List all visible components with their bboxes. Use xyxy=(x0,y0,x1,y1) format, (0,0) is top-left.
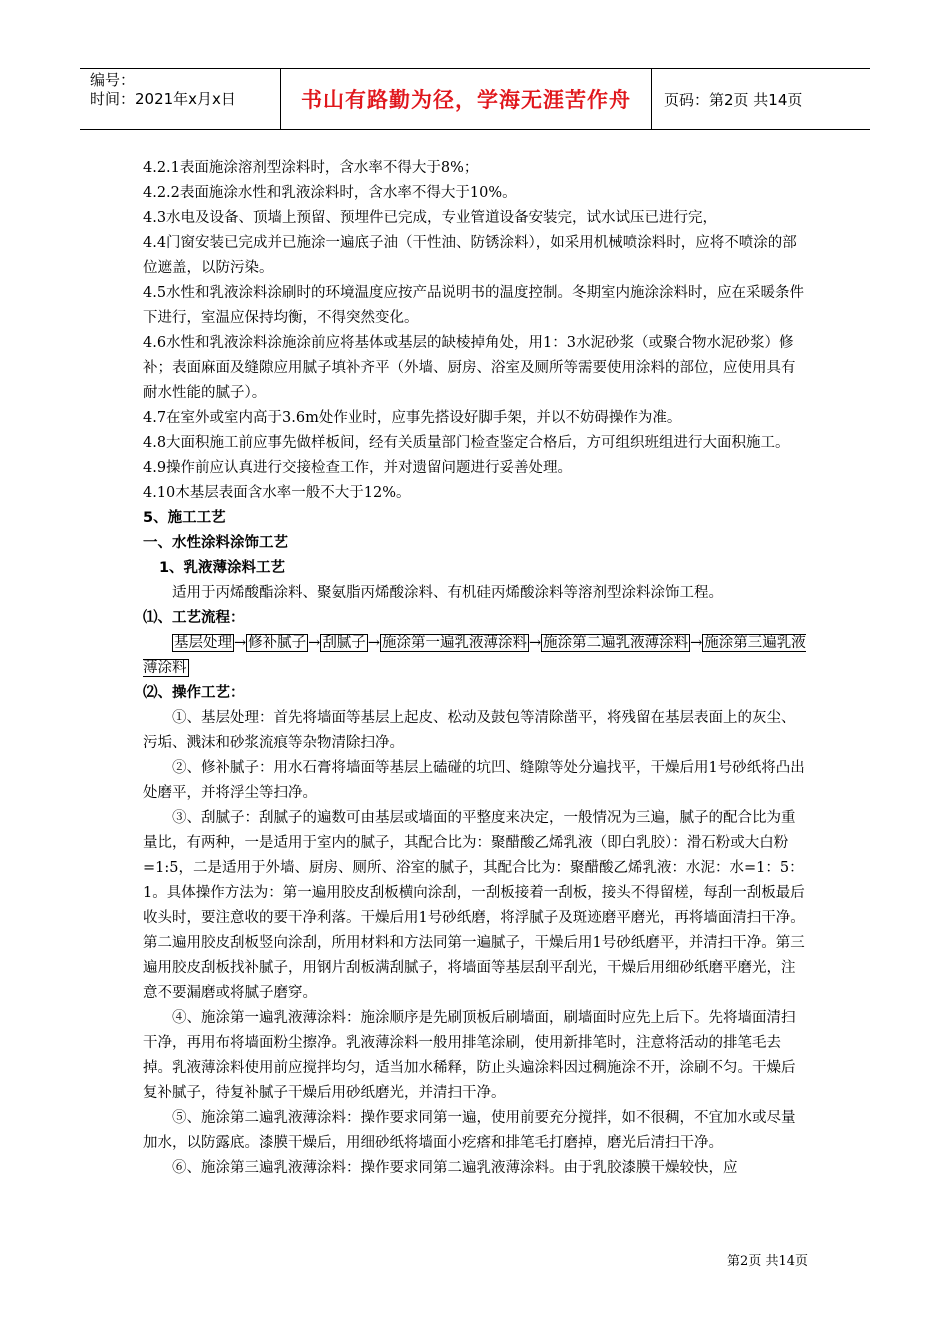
paragraph: ②、修补腻子：用水石膏将墙面等基层上磕碰的坑凹、缝隙等处分遍找平，干燥后用1号砂纸将凸出处磨平，并将浮尘等扫净。 xyxy=(143,760,805,801)
page-header xyxy=(80,68,870,130)
subsection-heading: 1、乳液薄涂料工艺 xyxy=(158,560,286,576)
paragraph: 4.8大面积施工前应事先做样板间，经有关质量部门检查鉴定合格后，方可组织班组进行大面积施工。 xyxy=(143,435,790,451)
paragraph: ⑥、施涂第三遍乳液薄涂料：操作要求同第二遍乳液薄涂料。由于乳胶漆膜干燥较快，应 xyxy=(172,1160,738,1176)
header-motto: 书山有路勤为径，学海无涯苦作舟 xyxy=(280,69,652,129)
flow-arrow: → xyxy=(367,635,380,651)
paragraph: 4.10木基层表面含水率一般不大于12%。 xyxy=(143,485,411,501)
document-body xyxy=(143,156,808,1181)
paragraph: ④、施涂第一遍乳液薄涂料：施涂顺序是先刷顶板后刷墙面，刷墙面时应先上后下。先将墙面清扫干净，再用布将墙面粉尘擦净。乳液薄涂料一般用排笔涂刷，使用新排笔时，注意将活动的排笔毛去掉。乳液薄涂料使用前应搅拌均匀，适当加水稀释，防止头遍涂料因过稠施涂不开，涂刷不匀。干燥后复补腻子，待复补腻子干燥后用砂纸磨光，并清扫干净。 xyxy=(143,1010,796,1101)
section-heading: 5、施工工艺 xyxy=(143,510,226,526)
paragraph: 4.9操作前应认真进行交接检查工作，并对遗留问题进行妥善处理。 xyxy=(143,460,573,476)
header-meta xyxy=(80,69,280,129)
subsection-heading: ⑴、工艺流程： xyxy=(143,610,245,626)
subsection-heading: ⑵、操作工艺： xyxy=(143,685,245,701)
paragraph: ⑤、施涂第二遍乳液薄涂料：操作要求同第一遍，使用前要充分搅拌，如不很稠，不宜加水或尽量加水，以防露底。漆膜干燥后，用细砂纸将墙面小疙瘩和排笔毛打磨掉，磨光后清扫干净。 xyxy=(143,1110,796,1151)
document-number-label: 编号： xyxy=(90,71,136,89)
flow-step: 基层处理 xyxy=(174,635,232,651)
flow-step: 修补腻子 xyxy=(248,635,307,651)
document-time-label: 时间：2021年x月x日 xyxy=(90,90,236,108)
flow-arrow: → xyxy=(234,635,247,651)
page-footer: 第2页 共14页 xyxy=(727,1254,808,1269)
flow-arrow: → xyxy=(308,635,321,651)
flow-step: 施涂第三遍乳液薄涂料 xyxy=(143,635,806,676)
process-flow xyxy=(143,631,808,681)
section-heading: 一、水性涂料涂饰工艺 xyxy=(143,535,288,551)
paragraph: ①、基层处理：首先将墙面等基层上起皮、松动及鼓包等清除凿平，将残留在基层表面上的灰尘、污垢、溅沫和砂浆流痕等杂物清除扫净。 xyxy=(143,710,796,751)
paragraph: 4.2.2表面施涂水性和乳液涂料时，含水率不得大于10%。 xyxy=(143,185,517,201)
paragraph: 4.6水性和乳液涂料涂施涂前应将基体或基层的缺棱掉角处，用1：3水泥砂浆（或聚合物水泥砂浆）修补；表面麻面及缝隙应用腻子填补齐平（外墙、厨房、浴室及厕所等需要使用涂料的部位，应使用具有耐水性能的腻子）。 xyxy=(143,335,796,401)
header-page-number: 页码：第2页 共14页 xyxy=(664,90,803,109)
paragraph: 4.7在室外或室内高于3.6m处作业时，应事先搭设好脚手架，并以不妨碍操作为准。 xyxy=(143,410,682,426)
paragraph: 4.4门窗安装已完成并已施涂一遍底子油（干性油、防锈涂料），如采用机械喷涂料时，应将不喷涂的部位遮盖，以防污染。 xyxy=(143,235,797,276)
paragraph: 适用于丙烯酸酯涂料、聚氨脂丙烯酸涂料、有机硅丙烯酸涂料等溶剂型涂料涂饰工程。 xyxy=(172,585,723,601)
flow-step: 刮腻子 xyxy=(322,635,366,651)
paragraph: 4.3水电及设备、顶墙上预留、预埋件已完成，专业管道设备安装完，试水试压已进行完， xyxy=(143,210,718,226)
paragraph: 4.5水性和乳液涂料涂刷时的环境温度应按产品说明书的温度控制。冬期室内施涂涂料时，应在采暖条件下进行，室温应保持均衡，不得突然变化。 xyxy=(143,285,805,326)
flow-step: 施涂第二遍乳液薄涂料 xyxy=(543,635,689,651)
flow-step: 施涂第一遍乳液薄涂料 xyxy=(381,635,527,651)
flow-arrow: → xyxy=(528,635,542,651)
paragraph: 4.2.1表面施涂溶剂型涂料时，含水率不得大于8%； xyxy=(143,160,479,176)
paragraph: ③、刮腻子：刮腻子的遍数可由基层或墙面的平整度来决定，一般情况为三遍，腻子的配合比为重量比，有两种，一是适用于室内的腻子，其配合比为：聚醋酸乙烯乳液（即白乳胶）：滑石粉或大白粉=1:5，二是适用于外墙、厨房、厕所、浴室的腻子，其配合比为：聚醋酸乙烯乳液：水泥：水=1：5：1。具体操作方法为：第一遍用胶皮刮板横向涂刮，一刮板接着一刮板，接头不得留槎，每刮一刮板最后收头时，要注意收的要干净利落。干燥后用1号砂纸磨，将浮腻子及斑迹磨平磨光，再将墙面清扫干净。第二遍用胶皮刮板竖向涂刮，所用材料和方法同第一遍腻子，干燥后用1号砂纸磨平，并清扫干净。第三遍用胶皮刮板找补腻子，用钢片刮板满刮腻子，将墙面等基层刮平刮光，干燥后用细砂纸磨平磨光，注意不要漏磨或将腻子磨穿。 xyxy=(143,810,805,1001)
flow-arrow: → xyxy=(690,635,703,651)
